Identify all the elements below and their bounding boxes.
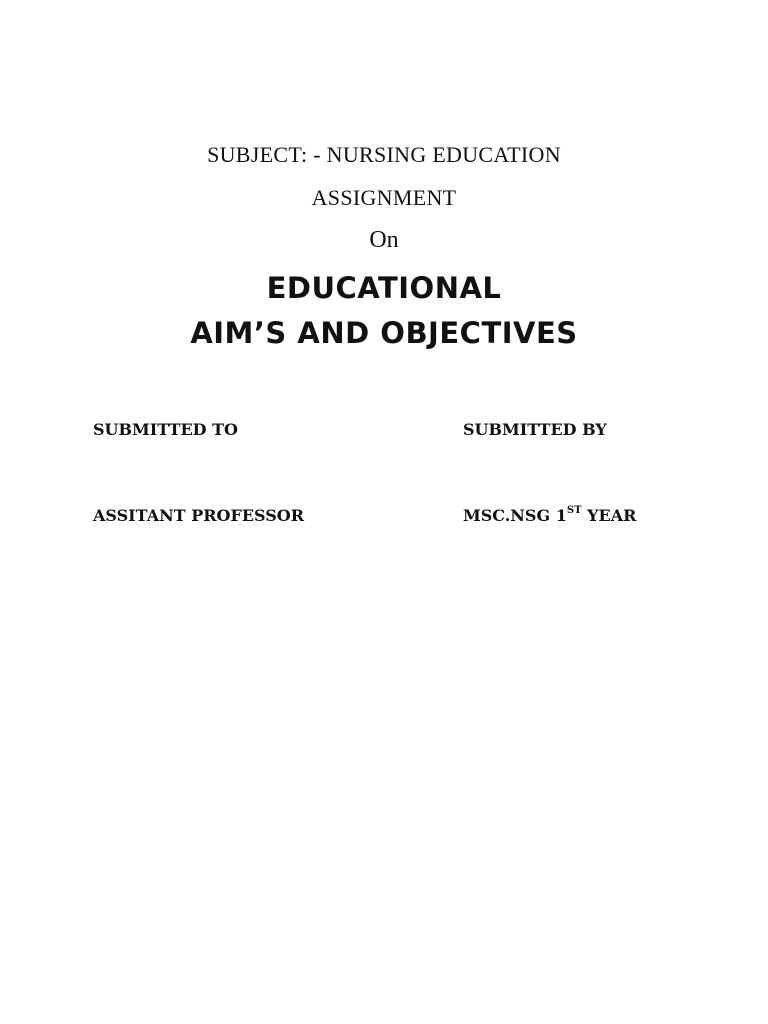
submitted-by-heading: SUBMITTED BY	[463, 420, 607, 439]
subject-line: SUBJECT: - NURSING EDUCATION	[207, 142, 561, 167]
submitted-by-detail-suffix: YEAR	[581, 506, 637, 525]
submitted-by-detail	[463, 506, 636, 525]
title-line-2: AIM’S AND OBJECTIVES	[190, 316, 578, 350]
submitted-by-detail-prefix: MSC.NSG 1	[463, 506, 567, 525]
on-line: On	[369, 227, 399, 253]
assignment-line: ASSIGNMENT	[311, 185, 457, 210]
submitted-by-detail-superscript: ST	[566, 504, 582, 516]
submitted-to-detail: ASSITANT PROFESSOR	[93, 506, 305, 525]
submitted-to-heading: SUBMITTED TO	[93, 420, 238, 439]
title-line-1: EDUCATIONAL	[266, 271, 502, 305]
